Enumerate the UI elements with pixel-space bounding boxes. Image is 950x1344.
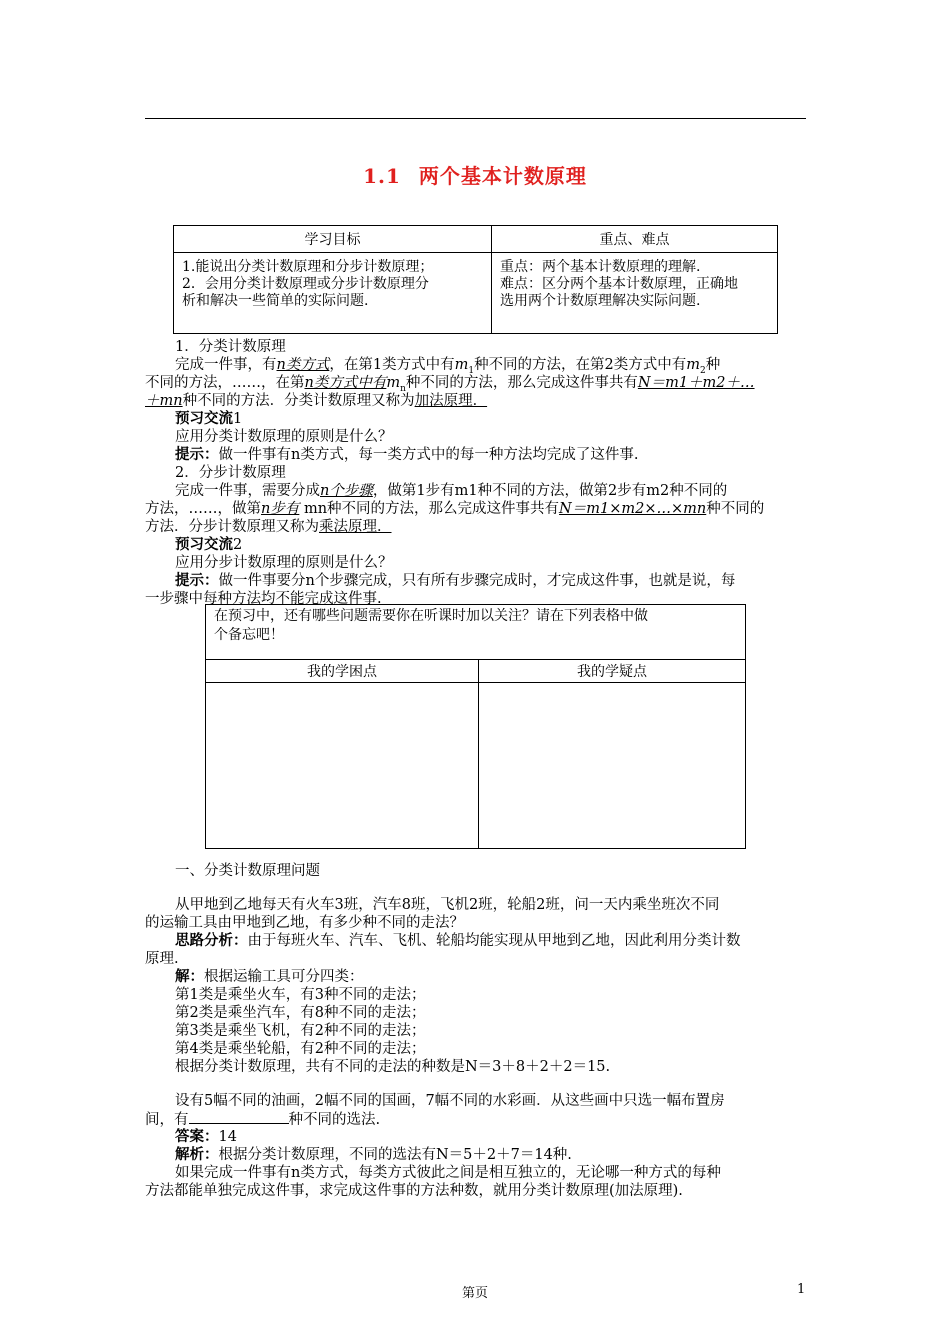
s1-heading: 1．分类计数原理 <box>175 339 286 355</box>
s1-line2: 不同的方法，……，在第n类方式中有$m_n$种不同的方法，那么完成这件事共有N＝m1＋m2＋… <box>145 375 755 394</box>
s2-hint: 提示：做一件事要分n个步骤完成，只有所有步骤完成时，才完成这件事，也就是说，每 <box>175 572 736 589</box>
analysis-line2: 原理. <box>145 951 179 967</box>
s1-hint: 提示：做一件事有n类方式，每一类方式中的每一种方法均完成了这件事. <box>175 446 639 463</box>
s2-exchange: 预习交流2 <box>175 536 243 553</box>
explanation-line: 解析：根据分类计数原理，不同的选法有N＝5＋2＋7＝14种. <box>175 1146 572 1163</box>
s2-line1: 完成一件事，需要分成n个步骤，做第1步有m1种不同的方法，做第2步有m2种不同的 <box>175 483 728 499</box>
s2-line2: 方法，……，做第n步有 mn种不同的方法，那么完成这件事共有N＝m1×m2×…×mn种不同的 <box>145 501 765 517</box>
answer-blank[interactable] <box>189 1110 289 1124</box>
s2-heading: 2．分步计数原理 <box>175 465 286 481</box>
s1-line1: 完成一件事，有n类方式，在第1类方式中有$m_1$种不同的方法，在第2类方式中有$m_2$种 <box>175 357 721 376</box>
memo-prompt: 在预习中，还有哪些问题需要你在听课时加以关注？请在下列表格中做 个备忘吧！ <box>206 605 746 660</box>
objectives-table <box>173 225 778 334</box>
objective-line: 2．会用分类计数原理或分步计数原理分 <box>182 276 429 292</box>
case-3: 第3类是乘坐飞机，有2种不同的走法； <box>175 1023 426 1039</box>
sec1-heading: 一、分类计数原理问题 <box>175 863 320 879</box>
keypoints-header: 重点、难点 <box>492 226 778 253</box>
header-rule <box>145 118 806 119</box>
s1-line3: ＋mn种不同的方法．分类计数原理又称为加法原理． <box>145 393 488 409</box>
footer-label: 第页 <box>461 1286 488 1301</box>
memo-table <box>205 604 746 849</box>
title-text: 两个基本计数原理 <box>418 164 587 188</box>
objective-line: 1.能说出分类计数原理和分步计数原理； <box>182 259 434 275</box>
s2-question: 应用分步计数原理的原则是什么？ <box>175 555 393 571</box>
summary-line2: 方法都能单独完成这件事，求完成这件事的方法种数，就用分类计数原理(加法原理). <box>145 1183 683 1199</box>
ex2-line1: 设有5幅不同的油画，2幅不同的国画，7幅不同的水彩画．从这些画中只选一幅布置房 <box>175 1093 725 1109</box>
answer-line: 答案：14 <box>175 1128 237 1145</box>
objectives-header: 学习目标 <box>174 226 492 253</box>
title-number: 1.1 <box>363 164 401 188</box>
case-4: 第4类是乘坐轮船，有2种不同的走法； <box>175 1041 426 1057</box>
solution-line: 解：根据运输工具可分四类： <box>175 968 364 985</box>
keypoints-cell <box>492 253 778 334</box>
memo-col-difficulties: 我的学困点 <box>206 660 479 683</box>
s1-exchange: 预习交流1 <box>175 410 243 427</box>
keypoint-line: 重点：两个基本计数原理的理解. <box>500 259 701 275</box>
ex1-line1: 从甲地到乙地每天有火车3班，汽车8班，飞机2班，轮船2班，问一天内乘坐班次不同 <box>175 897 720 913</box>
page-number: 1 <box>797 1282 806 1297</box>
keypoint-line: 选用两个计数原理解决实际问题. <box>500 293 701 309</box>
page-title <box>0 160 950 189</box>
ex1-line2: 的运输工具由甲地到乙地，有多少种不同的走法？ <box>145 915 464 931</box>
analysis-line1: 思路分析：由于每班火车、汽车、飞机、轮船均能实现从甲地到乙地，因此利用分类计数 <box>175 932 741 949</box>
case-2: 第2类是乘坐汽车，有8种不同的走法； <box>175 1005 426 1021</box>
summary-line1: 如果完成一件事有n类方式，每类方式彼此之间是相互独立的，无论哪一种方式的每种 <box>175 1165 721 1181</box>
objectives-cell <box>174 253 492 334</box>
case-1: 第1类是乘坐火车，有3种不同的走法； <box>175 987 426 1003</box>
objective-line: 析和解决一些简单的实际问题. <box>182 293 369 309</box>
keypoint-line: 难点：区分两个基本计数原理，正确地 <box>500 276 738 292</box>
memo-questions-cell[interactable] <box>479 683 746 849</box>
s2-line3: 方法．分步计数原理又称为乘法原理． <box>145 519 392 535</box>
s2-hint-cont: 一步骤中每种方法均不能完成这件事. <box>145 591 382 607</box>
memo-difficulties-cell[interactable] <box>206 683 479 849</box>
s1-question: 应用分类计数原理的原则是什么？ <box>175 429 393 445</box>
conclusion: 根据分类计数原理，共有不同的走法的种数是N＝3＋8＋2＋2＝15. <box>175 1059 611 1075</box>
ex2-line2: 间，有 种不同的选法. <box>145 1112 381 1128</box>
memo-col-questions: 我的学疑点 <box>479 660 746 683</box>
